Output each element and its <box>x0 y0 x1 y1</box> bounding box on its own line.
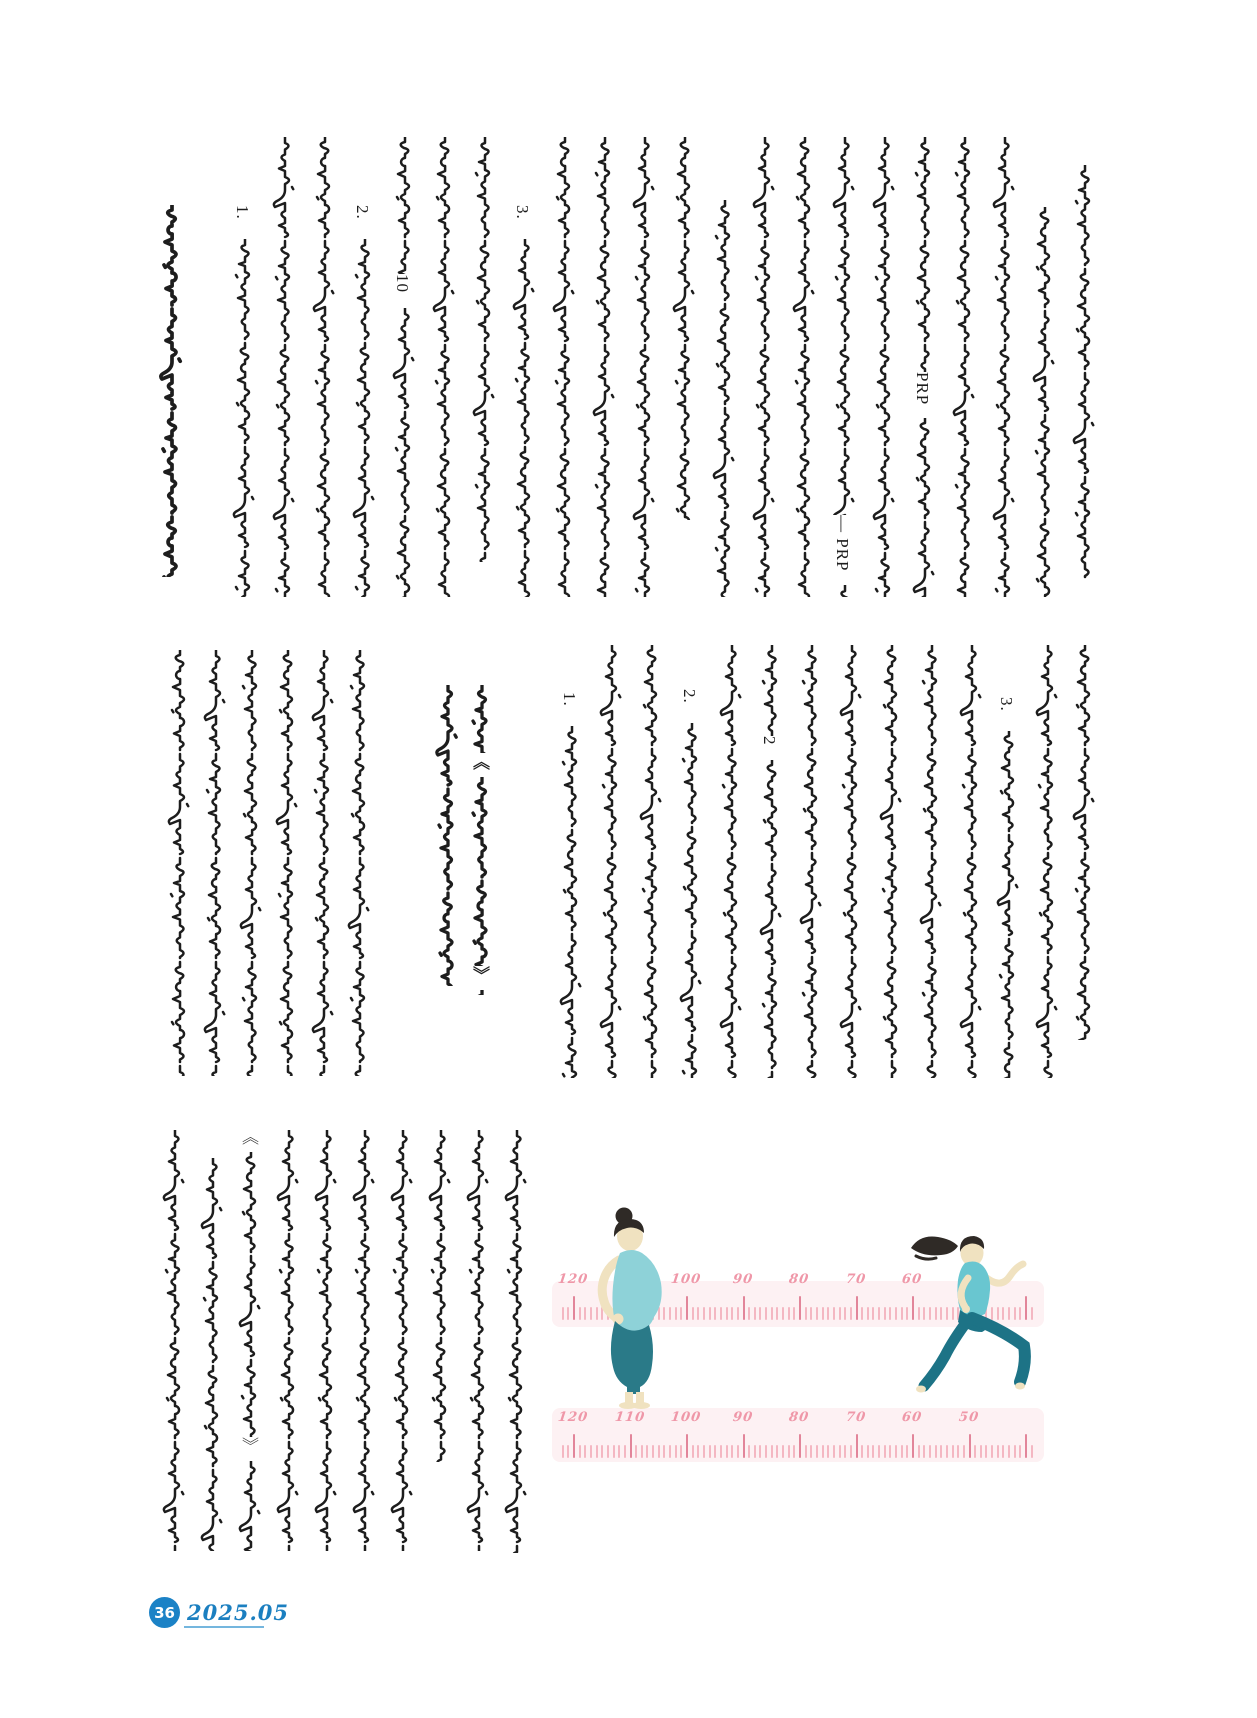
ruler-minor-tick <box>991 1445 993 1458</box>
mongolian-script-column <box>428 1130 454 1462</box>
ruler-minor-tick <box>901 1307 903 1320</box>
ruler-minor-tick <box>810 1307 812 1320</box>
ruler-minor-tick <box>923 1445 925 1458</box>
mongolian-script-column <box>912 418 938 597</box>
ruler-minor-tick <box>692 1307 694 1320</box>
mongolian-script-column <box>1035 645 1061 1078</box>
embedded-fragment: PRP <box>913 372 932 406</box>
mongolian-script-column <box>276 1130 302 1551</box>
mongolian-script-column <box>467 777 497 966</box>
mongolian-script-column <box>467 990 497 995</box>
ruler-minor-tick <box>839 1445 841 1458</box>
ruler-minor-tick <box>816 1307 818 1320</box>
ruler-minor-tick <box>844 1307 846 1320</box>
mongolian-script-column <box>239 650 265 1076</box>
ruler-minor-tick <box>816 1445 818 1458</box>
ruler-label: 70 <box>844 1410 867 1425</box>
ruler-minor-tick <box>957 1445 959 1458</box>
ruler-minor-tick <box>579 1307 581 1320</box>
ruler-minor-tick <box>765 1445 767 1458</box>
ruler-minor-tick <box>844 1445 846 1458</box>
ruler-minor-tick <box>562 1307 564 1320</box>
mongolian-script-column <box>752 137 778 597</box>
teal-pants <box>611 1321 653 1394</box>
embedded-fragment: 2. <box>353 205 372 220</box>
ruler-minor-tick <box>703 1307 705 1320</box>
ruler-major-tick <box>912 1434 914 1458</box>
mongolian-script-column <box>162 1130 188 1551</box>
ruler-label: 60 <box>901 1410 923 1425</box>
mongolian-script-column <box>232 239 258 597</box>
mongolian-script-column <box>672 137 698 520</box>
ruler-minor-tick <box>1014 1445 1016 1458</box>
mongolian-script-column <box>799 645 825 1078</box>
mongolian-script-column <box>919 645 945 1078</box>
ruler-minor-tick <box>579 1445 581 1458</box>
mongolian-script-column <box>512 239 538 597</box>
hand <box>962 1305 970 1313</box>
ruler-major-tick <box>1025 1434 1027 1458</box>
mongolian-script-column <box>712 200 738 597</box>
ruler-minor-tick <box>748 1445 750 1458</box>
mongolian-script-column <box>203 650 229 1076</box>
ruler-minor-tick <box>974 1445 976 1458</box>
ruler-minor-tick <box>810 1445 812 1458</box>
issue-date: 2025.05 <box>187 1600 289 1625</box>
mongolian-script-column <box>552 137 578 597</box>
mongolian-script-column <box>275 650 301 1076</box>
back-leg-leggings <box>924 1320 968 1386</box>
ruler-minor-tick <box>624 1445 626 1458</box>
ruler-minor-tick <box>782 1445 784 1458</box>
ruler-minor-tick <box>782 1307 784 1320</box>
embedded-fragment: 《 <box>470 753 489 771</box>
ruler-label: 120 <box>557 1410 589 1425</box>
mongolian-script-column <box>839 645 865 1078</box>
ruler-minor-tick <box>562 1445 564 1458</box>
mongolian-script-column <box>432 137 458 597</box>
mongolian-script-column <box>238 1461 264 1551</box>
ruler-minor-tick <box>827 1307 829 1320</box>
mongolian-script-column <box>390 1130 416 1551</box>
ruler-minor-tick <box>935 1445 937 1458</box>
ruler-minor-tick <box>833 1445 835 1458</box>
ruler-label: 110 <box>613 1410 646 1425</box>
ruler-minor-tick <box>692 1445 694 1458</box>
ruler-minor-tick <box>726 1307 728 1320</box>
mongolian-script-column <box>347 650 373 1076</box>
ruler-label: 100 <box>670 1410 702 1425</box>
ruler-minor-tick <box>963 1445 965 1458</box>
standing-overweight-woman-figure <box>583 1206 675 1410</box>
mongolian-script-column <box>832 585 858 597</box>
ruler-minor-tick <box>833 1307 835 1320</box>
ruler-minor-tick <box>850 1445 852 1458</box>
ruler-minor-tick <box>748 1307 750 1320</box>
ruler-label: 70 <box>844 1272 867 1287</box>
embedded-fragment: 》 <box>239 1437 258 1455</box>
embedded-fragment: 3. <box>513 205 532 220</box>
ruler-minor-tick <box>839 1307 841 1320</box>
mongolian-script-column <box>392 308 418 597</box>
mongolian-script-column <box>872 137 898 597</box>
foot <box>916 1386 926 1393</box>
mongolian-script-column <box>200 1158 226 1551</box>
ruler-minor-tick <box>714 1307 716 1320</box>
ruler-minor-tick <box>737 1307 739 1320</box>
front-leg-leggings <box>972 1318 1025 1382</box>
ruler-minor-tick <box>884 1445 886 1458</box>
ruler-major-tick <box>686 1296 688 1320</box>
ruler-minor-tick <box>805 1445 807 1458</box>
ruler-label: 90 <box>731 1410 754 1425</box>
mongolian-script-column <box>467 685 497 753</box>
foot <box>1015 1383 1025 1390</box>
mongolian-script-column <box>679 723 705 1078</box>
ruler-minor-tick <box>980 1445 982 1458</box>
ruler-minor-tick <box>709 1445 711 1458</box>
ruler-minor-tick <box>952 1445 954 1458</box>
ruler-major-tick <box>630 1434 632 1458</box>
mongolian-script-column <box>238 1152 264 1437</box>
ruler-minor-tick <box>618 1445 620 1458</box>
mongolian-script-column <box>996 731 1022 1078</box>
page-number-badge <box>149 1597 180 1628</box>
ruler-minor-tick <box>641 1445 643 1458</box>
mongolian-script-column <box>759 645 785 736</box>
ruler-minor-tick <box>940 1445 942 1458</box>
ruler-minor-tick <box>601 1445 603 1458</box>
issue-underline <box>184 1626 264 1628</box>
ruler-minor-tick <box>731 1445 733 1458</box>
ruler-minor-tick <box>652 1445 654 1458</box>
ruler-minor-tick <box>737 1445 739 1458</box>
ruler-major-tick <box>573 1434 575 1458</box>
mongolian-script-column <box>832 137 858 515</box>
ruler-label: 50 <box>957 1410 980 1425</box>
ruler-minor-tick <box>754 1445 756 1458</box>
ruler-minor-tick <box>635 1445 637 1458</box>
ruler-label: 80 <box>788 1272 810 1287</box>
ruler-label: 90 <box>731 1272 754 1287</box>
ruler-minor-tick <box>805 1307 807 1320</box>
embedded-fragment: — PRP <box>833 515 852 572</box>
ruler-minor-tick <box>590 1445 592 1458</box>
mongolian-script-column <box>312 137 338 597</box>
ruler-major-tick <box>743 1296 745 1320</box>
mongolian-script-column <box>952 137 978 597</box>
mongolian-script-column <box>592 137 618 597</box>
mongolian-script-column <box>472 137 498 562</box>
ruler-minor-tick <box>669 1445 671 1458</box>
ruler-minor-tick <box>720 1445 722 1458</box>
ruler-major-tick <box>799 1296 801 1320</box>
mongolian-script-column <box>759 760 785 1078</box>
ruler-major-tick <box>573 1296 575 1320</box>
mongolian-script-column <box>433 685 463 986</box>
embedded-fragment: 3. <box>997 697 1016 712</box>
ruler-minor-tick <box>1031 1445 1033 1458</box>
ruler-minor-tick <box>754 1307 756 1320</box>
ruler-minor-tick <box>946 1445 948 1458</box>
embedded-fragment: 《 <box>239 1128 258 1146</box>
mongolian-script-column <box>632 137 658 597</box>
mongolian-script-column <box>599 645 625 1078</box>
ruler-minor-tick <box>918 1445 920 1458</box>
ruler-label: 120 <box>557 1272 589 1287</box>
mongolian-script-column <box>272 137 298 597</box>
ponytail <box>911 1236 958 1255</box>
mongolian-script-column <box>314 1130 340 1551</box>
mongolian-script-column <box>352 239 378 597</box>
ruler-minor-tick <box>822 1307 824 1320</box>
mongolian-script-column <box>959 645 985 1078</box>
ruler-minor-tick <box>720 1307 722 1320</box>
ruler-minor-tick <box>703 1445 705 1458</box>
mongolian-script-column <box>1072 645 1098 1040</box>
mongolian-script-column <box>352 1130 378 1551</box>
ruler-minor-tick <box>697 1445 699 1458</box>
hand <box>613 1314 624 1325</box>
running-slim-woman-figure <box>908 1228 1048 1400</box>
embedded-fragment: 》 <box>470 966 489 984</box>
ruler-label: 60 <box>901 1272 923 1287</box>
embedded-fragment: 1. <box>560 692 579 707</box>
mongolian-script-column <box>792 137 818 597</box>
ruler-minor-tick <box>997 1445 999 1458</box>
ruler-minor-tick <box>901 1445 903 1458</box>
ruler-minor-tick <box>726 1445 728 1458</box>
ruler-minor-tick <box>714 1445 716 1458</box>
ruler-minor-tick <box>697 1307 699 1320</box>
ruler-minor-tick <box>607 1445 609 1458</box>
ruler-minor-tick <box>771 1445 773 1458</box>
mongolian-script-column <box>719 645 745 1078</box>
ruler-minor-tick <box>788 1307 790 1320</box>
ruler-label: 100 <box>670 1272 702 1287</box>
ruler-minor-tick <box>584 1445 586 1458</box>
embedded-fragment: 1. <box>233 205 252 220</box>
front-arm <box>984 1264 1023 1283</box>
ruler-minor-tick <box>878 1307 880 1320</box>
embedded-fragment: 2 <box>760 736 779 746</box>
ruler-minor-tick <box>867 1307 869 1320</box>
mongolian-script-column <box>392 137 418 274</box>
ruler-major-tick <box>856 1296 858 1320</box>
ruler-minor-tick <box>709 1307 711 1320</box>
ruler-minor-tick <box>675 1445 677 1458</box>
ruler-minor-tick <box>596 1445 598 1458</box>
mongolian-script-column <box>912 137 938 372</box>
ruler-minor-tick <box>895 1307 897 1320</box>
ruler-minor-tick <box>788 1445 790 1458</box>
mongolian-script-column <box>1072 165 1098 580</box>
ruler-major-tick <box>856 1434 858 1458</box>
ruler-minor-tick <box>822 1445 824 1458</box>
mongolian-script-column <box>155 205 189 577</box>
mongolian-script-column <box>1032 207 1058 597</box>
ruler-minor-tick <box>884 1307 886 1320</box>
ruler-minor-tick <box>861 1445 863 1458</box>
ruler-minor-tick <box>878 1445 880 1458</box>
mongolian-script-column <box>639 645 665 1078</box>
ruler-major-tick <box>799 1434 801 1458</box>
embedded-fragment: 2. <box>680 689 699 704</box>
mongolian-script-column <box>167 650 193 1076</box>
ruler-minor-tick <box>867 1445 869 1458</box>
ruler-minor-tick <box>613 1445 615 1458</box>
mongolian-script-column <box>559 726 585 1078</box>
ruler-minor-tick <box>827 1445 829 1458</box>
ruler-minor-tick <box>929 1445 931 1458</box>
ruler-major-tick <box>969 1434 971 1458</box>
ruler-minor-tick <box>895 1445 897 1458</box>
mongolian-script-column <box>879 645 905 1078</box>
ruler-minor-tick <box>850 1307 852 1320</box>
mongolian-script-column <box>504 1130 530 1553</box>
ruler-minor-tick <box>765 1307 767 1320</box>
ruler-minor-tick <box>771 1307 773 1320</box>
ruler-minor-tick <box>1008 1445 1010 1458</box>
ruler-minor-tick <box>658 1445 660 1458</box>
ruler-minor-tick <box>861 1307 863 1320</box>
mongolian-script-column <box>466 1130 492 1551</box>
ponytail-wisp <box>916 1256 936 1259</box>
embedded-fragment: 10 <box>393 274 412 293</box>
ruler-major-tick <box>686 1434 688 1458</box>
ruler-major-tick <box>743 1434 745 1458</box>
page-number: 36 <box>154 1603 175 1622</box>
foot <box>632 1402 650 1409</box>
mongolian-script-column <box>992 137 1018 597</box>
ruler-minor-tick <box>731 1307 733 1320</box>
mongolian-script-column <box>311 650 337 1076</box>
ruler-label: 80 <box>788 1410 810 1425</box>
